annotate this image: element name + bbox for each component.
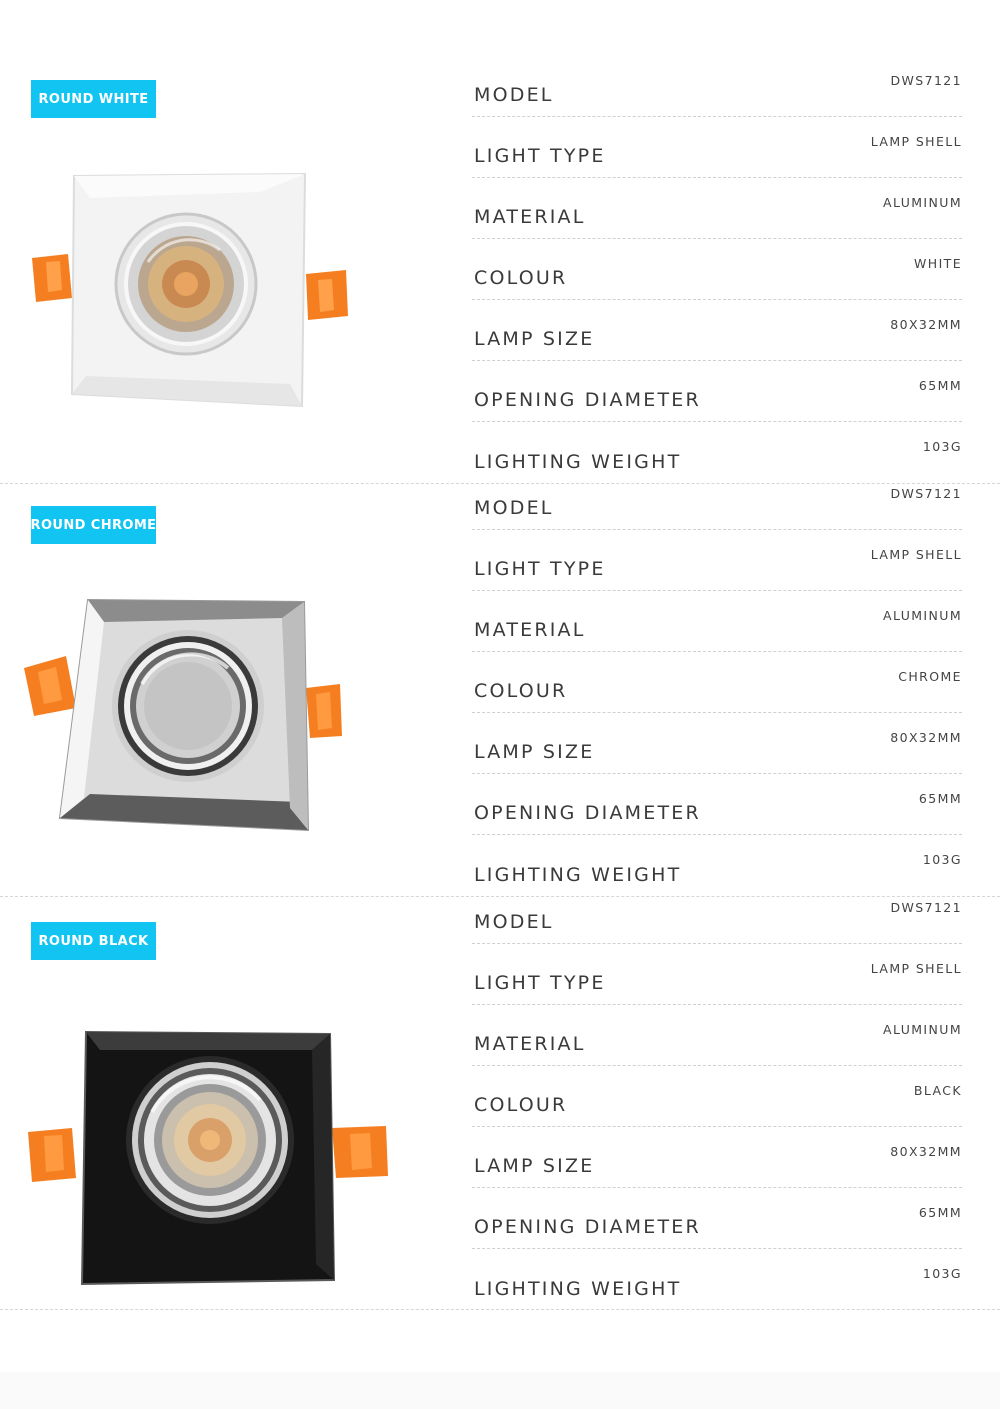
spec-label: MATERIAL [474, 619, 586, 641]
badge-round-black: ROUND BLACK [31, 922, 156, 960]
spec-row-light-type [472, 118, 962, 178]
spec-label: LIGHT TYPE [474, 972, 606, 994]
spec-value: 65MM [918, 791, 962, 806]
page-footer-strip [0, 1372, 1000, 1409]
spec-value: 80X32MM [890, 730, 962, 745]
spec-row-colour [472, 653, 962, 713]
spec-row-material [472, 179, 962, 239]
spec-label: LIGHT TYPE [474, 558, 606, 580]
spec-value: 103G [922, 852, 962, 867]
spec-row-colour [472, 240, 962, 300]
spec-label: OPENING DIAMETER [474, 802, 701, 824]
spec-label: COLOUR [474, 1094, 568, 1116]
spec-label: OPENING DIAMETER [474, 389, 701, 411]
spec-value: 65MM [918, 378, 962, 393]
spec-value: ALUMINUM [883, 1022, 962, 1037]
section-divider [0, 1309, 1000, 1310]
spec-value: LAMP SHELL [870, 547, 962, 562]
spec-row-model [472, 884, 962, 944]
spec-value: LAMP SHELL [870, 961, 962, 976]
spec-value: DWS7121 [890, 73, 962, 88]
spec-label: MATERIAL [474, 1033, 586, 1055]
spec-value: 65MM [918, 1205, 962, 1220]
spec-row-opening-diameter [472, 1189, 962, 1249]
spec-row-lamp-size [472, 714, 962, 774]
spec-label: LIGHT TYPE [474, 145, 606, 167]
spec-label: MODEL [474, 497, 554, 519]
spec-row-opening-diameter [472, 362, 962, 422]
spec-label: OPENING DIAMETER [474, 1216, 701, 1238]
spec-row-lamp-size [472, 1128, 962, 1188]
spec-row-model [472, 57, 962, 117]
spec-label: MATERIAL [474, 206, 586, 228]
spec-value: DWS7121 [890, 486, 962, 501]
product-photo-chrome [20, 588, 400, 848]
spec-row-lighting-weight [472, 1250, 962, 1310]
spec-value: BLACK [913, 1083, 962, 1098]
spec-value: DWS7121 [890, 900, 962, 915]
spec-value: CHROME [898, 669, 962, 684]
spec-row-lamp-size [472, 301, 962, 361]
spec-label: LIGHTING WEIGHT [474, 864, 682, 886]
spec-value: 80X32MM [890, 317, 962, 332]
spec-row-material [472, 592, 962, 652]
spec-label: MODEL [474, 911, 554, 933]
spec-label: LIGHTING WEIGHT [474, 451, 682, 473]
spec-label: MODEL [474, 84, 554, 106]
spec-row-material [472, 1006, 962, 1066]
spec-row-light-type [472, 531, 962, 591]
spec-value: 103G [922, 1266, 962, 1281]
spec-value: LAMP SHELL [870, 134, 962, 149]
spec-label: LIGHTING WEIGHT [474, 1278, 682, 1300]
spec-label: LAMP SIZE [474, 741, 595, 763]
spec-label: LAMP SIZE [474, 328, 595, 350]
spec-row-colour [472, 1067, 962, 1127]
spec-value: WHITE [914, 256, 962, 271]
spec-label: COLOUR [474, 267, 568, 289]
product-photo-black [20, 1028, 400, 1288]
spec-value: ALUMINUM [883, 608, 962, 623]
spec-value: 80X32MM [890, 1144, 962, 1159]
product-photo-white [20, 162, 400, 422]
spec-value: ALUMINUM [883, 195, 962, 210]
spec-row-light-type [472, 945, 962, 1005]
spec-label: COLOUR [474, 680, 568, 702]
spec-label: LAMP SIZE [474, 1155, 595, 1177]
badge-round-chrome: ROUND CHROME [31, 506, 156, 544]
spec-row-model [472, 470, 962, 530]
badge-round-white: ROUND WHITE [31, 80, 156, 118]
spec-row-opening-diameter [472, 775, 962, 835]
spec-value: 103G [922, 439, 962, 454]
